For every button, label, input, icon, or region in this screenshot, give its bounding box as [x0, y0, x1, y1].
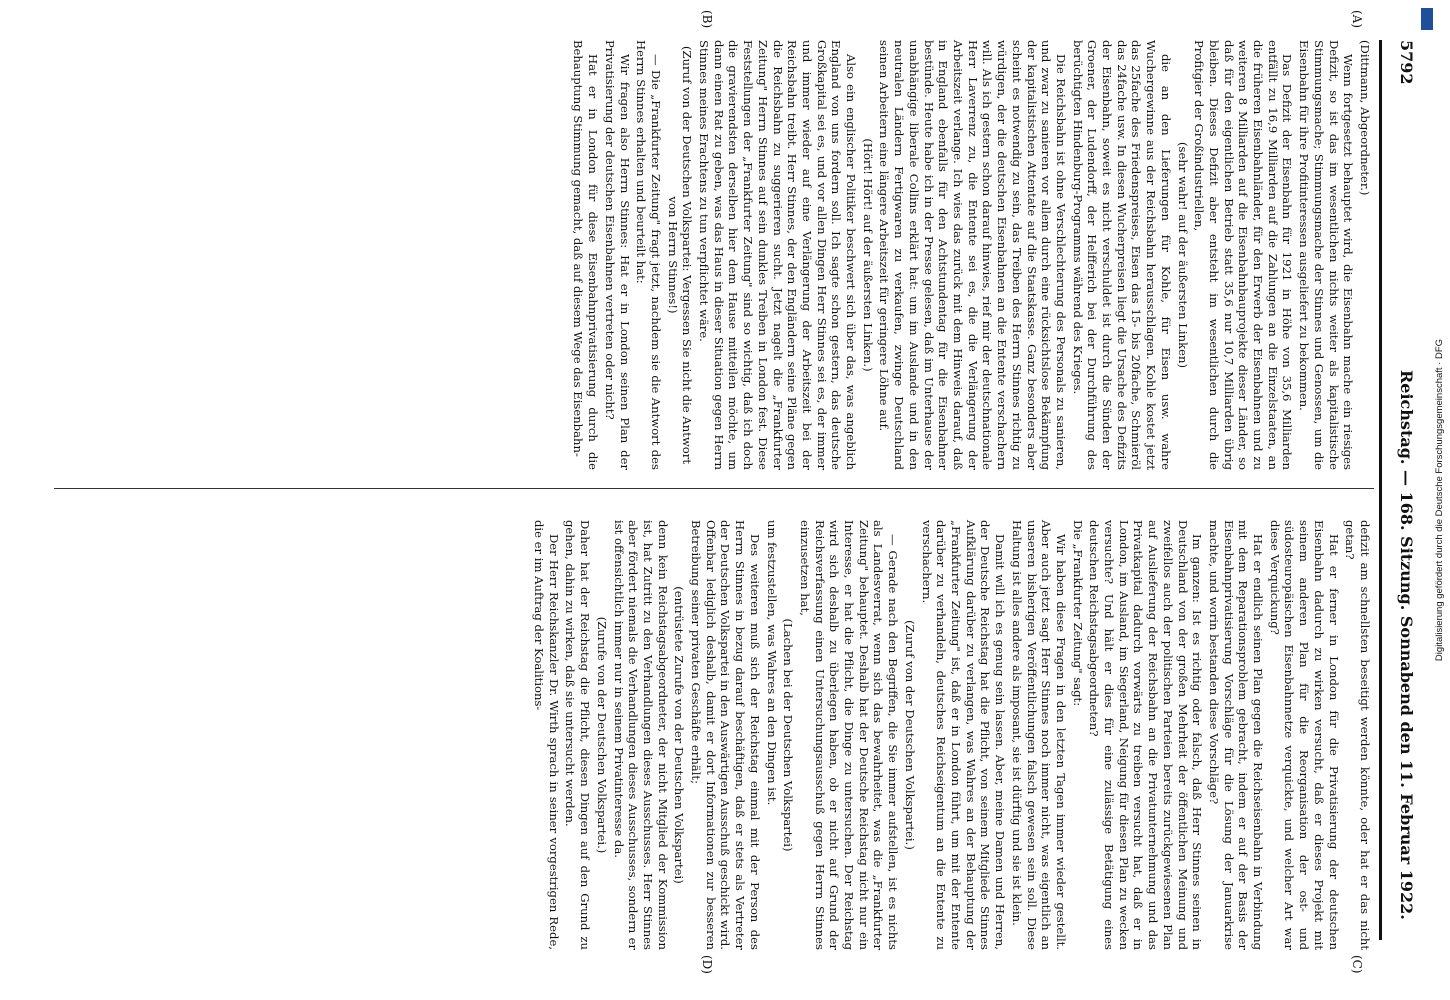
- paragraph: Das Defizit der Eisenbahn für 1921 in Höhe von 35,6 Milliarden entfällt zu 16,9 Milliarden auf die Zahlungen an die Einzelstaaten, an die früheren Eisenbahnländer, für den Erwerb der Eisenbahnen und zu weiteren 8 Milliarden auf die Eisenbahnbauprojekte dieser Länder, so daß für den eigentlichen Betrieb statt 35,6 nur 10,7 Milliarden übrig bleiben. Dieses Defizit aber entsteht im wesentlichen durch die Profitgier der Großindustriellen,: [1192, 40, 1295, 470]
- interjection: (Lachen bei der Deutschen Volkspartei): [781, 618, 796, 852]
- paragraph: Wenn fortgesetzt behauptet wird, die Eisenbahn mache ein riesiges Defizit, so ist das im wesentlichen nichts weiter als kapitalistische Stimmungsmache; Stimmungsmache der Stinnes und Genossen, um die Eisenbahn für ihre Profitinteressen ausgeliefert zu bekommen.: [1297, 40, 1356, 470]
- paragraph: Der Herr Reichskanzler Dr. Wirth sprach in seiner vorgestrigen Rede, die er im Auftrag der Koalitions-: [532, 520, 561, 950]
- paragraph: Die Reichsbahn ist ohne Verschlechterung des Personals zu sanieren, und zwar zu sanieren vor allem durch eine rücksichtslose Bekämpfung der kapitalistischen Attentate auf die Staatskasse. Ganz besonders aber scheint es notwendig zu sein, das Treiben des Herrn Stinnes richtig zu würdigen, der die deutschen Eisenbahnen an die Entente verschachern will. Als ich gestern schon darauf hinwies, rief mir der deutschnationale Herr Laverrenz zu, die Entente sei es, die die Verlängerung der Arbeitszeit verlange. Ich wies das zurück mit dem Hinweis darauf, daß in England ebenfalls für den Achtstundentag für die Eisenbahner bestünde. Heute habe ich in der Presse gelesen, daß im Unterhause der unabhängige liberale Collins erklärt hat: um im Auslande und in den neutralen Ländern Fertigwaren zu verkaufen, zwinge Deutschland seinen Arbeitern eine längere Arbeitszeit für geringere Löhne auf.: [877, 40, 1068, 470]
- quotation: Im ganzen: Ist es richtig oder falsch, daß Herr Stinnes seinen in Deutschland von der großen Mehrheit der öffentlichen Meinung und zweifellos auch der politischen Parteien bereits zurückgewiesenen Plan auf Auslieferung der Reichsbahn an die Privatunternehmung und das Privatkapital dadurch vorwärts zu treiben versucht hat, daß er in London, im Ausland, im Siegerland, Neigung für diesen Plan zu wecken versuchte? Und hält er dies für eine zulässige Betätigung eines deutschen Reichstagsabgeordneten?: [1087, 520, 1205, 950]
- quotation: Wir haben diese Fragen in den letzten Tagen immer wieder gestellt. Aber auch jetzt sagt Herr Stinnes noch immer nicht, was eigentlich an unseren bisherigen Veröffentlichungen falsch gewesen sein soll. Diese Haltung ist alles andere als imposant, sie ist dürftig und sie ist klein.: [1009, 520, 1068, 950]
- quotation: Hat er ferner in London für die Privatisierung der deutschen Eisenbahn dadurch zu wirken versucht, daß er dieses Projekt mit seinem anderen Plan für die Reorganisation der ost- und südosteuropäischen Eisenbahnnetze verquickte, und welcher Art war diese Verquickung?: [1267, 520, 1341, 950]
- header-rule: [1379, 40, 1382, 940]
- quotation: defizit am schnellsten beseitigt werden könnte, oder hat er das nicht getan?: [1343, 520, 1372, 950]
- interjection: (Zurufe von der Deutschen Volkspartei.): [594, 616, 609, 854]
- interjection: (entrüstete Zurufe von der Deutschen Volkspartei): [672, 586, 687, 884]
- interjection: (Hört! Hört! auf der äußersten Linken.): [860, 138, 875, 372]
- marker-b: (B): [700, 10, 714, 29]
- quotation: Wir fragen also Herrn Stinnes: Hat er in London seinen Plan der Privatisierung der deutschen Eisenbahnen vertreten oder nicht?: [602, 40, 632, 470]
- paragraph: die an den Lieferungen für Kohle, für Eisen usw. wahre Wuchergewinne aus der Reichsbahn herausschlagen. Kohle kostet jetzt das 25fache des Friedenspreises, Eisen das 15- bis 20fache, Schmieröl das 24fache usw. In diesen Wucherpreisen liegt die Ursache des Defizits der Eisenbahn, soweit es nicht verschuldet ist durch die Sünden der Groener, der Ludendorff, der Helfferich bei der Durchführung des berüchtigten Hindenburg-Programms während des Krieges.: [1070, 40, 1173, 470]
- paragraph: (Dittmann, Abgeordneter.): [1358, 40, 1372, 196]
- paragraph: denn kein Reichstagsabgeordneter, der nicht Mitglied der Kommission ist, hat Zutritt zu den Verhandlungen dieses Ausschusses. Herr Stinnes aber fördert niemals die Verhandlungen dieses Ausschusses, sondern er ist offensichtlich immer nur in seinem Privatinteresse da.: [611, 520, 670, 950]
- marker-d: (D): [700, 955, 714, 974]
- paragraph: Die „Frankfurter Zeitung" sagt:: [1070, 520, 1085, 707]
- quotation: Hat er endlich seinen Plan gegen die Reichseisenbahn in Verbindung mit dem Reparationsproblem gebracht, indem er auf der Basis der Eisenbahnprivatisierung Vorschläge für die Lösung der Januarkrise machte, und worin bestanden diese Vorschläge?: [1206, 520, 1266, 950]
- paragraph: Daher hat der Reichstag die Pflicht, diesen Dingen auf den Grund zu gehen, dahin zu wirken, daß sie untersucht werden.: [563, 520, 593, 950]
- paragraph: — Die „Frankfurter Zeitung" fragt jetzt, nachdem sie die Antwort des Herrn Stinnes erhalten und beurteilt hat:: [634, 40, 663, 470]
- interjection: (sehr wahr! auf der äußersten Linken): [1175, 142, 1190, 368]
- digitization-credit: [1418, 0, 1445, 1000]
- paragraph: Des weiteren muß sich der Reichstag einmal mit der Person des Herrn Stinnes in bezug darauf beschäftigen, daß er stets als Vertreter der Deutschen Volkspartei in den Auswärtigen Ausschuß geschickt wird. Offenbar lediglich deshalb, damit er dort Informationen zur besseren Betreibung seiner privaten Geschäfte erhält;: [689, 520, 762, 950]
- interjection: (Zuruf von der Deutschen Volkspartei.): [902, 620, 917, 850]
- marker-a: (A): [1350, 10, 1364, 29]
- paragraph: um festzustellen, was Wahres an den Dingen ist.: [764, 520, 779, 806]
- marker-c: (C): [1350, 955, 1364, 974]
- left-column: [52, 40, 1372, 470]
- paragraph: Damit will ich es genug sein lassen. Aber, meine Damen und Herren, der Deutsche Reichstag hat die Pflicht, von seinem Mitgliede Stinnes Aufklärung darüber zu verlangen, was Wahres an der Behauptung der „Frankfurter Zeitung" ist, daß er in London führt, um mit der Entente darüber zu verhandeln, deutsches Reichseigentum an die Entente zu verschachern.: [919, 520, 1008, 950]
- interjection: (Zuruf von der Deutschen Volkspartei: Vergessen Sie nicht die Antwort von Herrn Stinnes!): [665, 46, 695, 464]
- page-number: 5792: [1397, 40, 1416, 85]
- paragraph: Also ein englischer Politiker beschwert sich über das, was angeblich England von uns fordern soll. Ich sagte schon gestern, das deutsche Großkapital sei es, und vor allen Dingen Herr Stinnes sei es, der immer und immer wieder auf eine Verlängerung der Arbeitszeit bei der Reichsbahn treibt. Herr Stinnes, der den Engländern seine Pläne gegen die Reichsbahn zu suggerieren sucht. Jetzt nagelt die „Frankfurter Zeitung" Herrn Stinnes auf sein dunkles Treiben in London fest. Diese Feststellungen der „Frankfurter Zeitung" sind so wichtig, daß ich doch die gravierendsten derselben hier dem Hause mitteilen möchte, um dann einen Rat zu geben, was das Haus in dieser Situation gegen Herrn Stinnes meines Erachtens zu tun verpflichtet wäre.: [697, 40, 859, 470]
- digitization-credit-text: Digitalisierung gefördert durch die Deutsche Forschungsgemeinschaft · DFG: [1434, 338, 1445, 662]
- paragraph: — Gerade nach den Begriffen, die Sie immer aufstellen, ist es nichts als Landesverrat, wenn sich das bewahrheitet, was die „Frankfurter Zeitung" behauptet. Deshalb hat der Deutsche Reichstag nicht nur ein Interesse, er hat die Pflicht, die Dinge zu untersuchen. Der Reichstag wird sich deshalb zu überlegen haben, ob er nicht auf Grund der Reichsverfassung einen Untersuchungsausschuß gegen Herrn Stinnes einzusetzen hat,: [797, 520, 901, 950]
- page-header: [1386, 40, 1416, 920]
- column-divider: [54, 488, 1374, 489]
- quotation: Hat er in London für diese Eisenbahnprivatisierung durch die Behauptung Stimmung gemacht, daß auf diesem Wege das Eisenbahn-: [571, 40, 601, 470]
- page-title: Reichstag. — 168. Sitzung. Sonnabend den 11. Februar 1922.: [1397, 370, 1416, 920]
- right-column: [52, 520, 1372, 950]
